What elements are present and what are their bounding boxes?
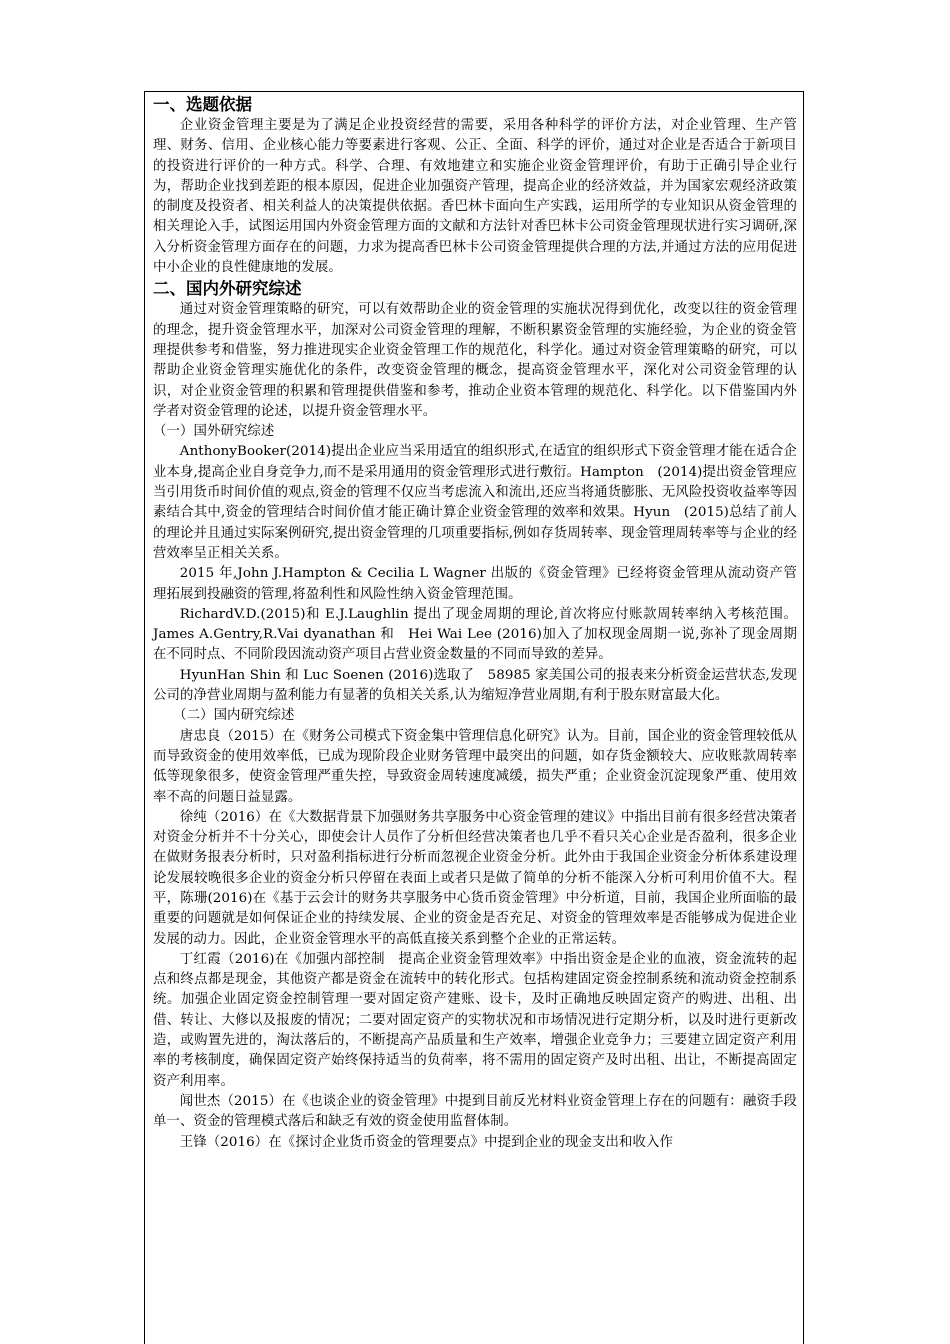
domestic-paragraph: 闻世杰（2015）在《也谈企业的资金管理》中提到目前反光材料业资金管理上存在的问题有：融资手段单一、资金的管理模式落后和缺乏有效的资金使用监督体制。 <box>153 1093 797 1130</box>
foreign-paragraph: RichardV.D.(2015)和 E.J.Laughlin 提出了现金周期的理论,首次将应付账款周转率纳入考核范围。James A.Gentry,R.Vai dyanathan 和 Hei Wai Lee (2016)加入了加权现金周期一说,弥补了现金周期在不同时点、不同阶段因流动资产项目占营业资金数量的不同而导致的差异。 <box>153 606 797 663</box>
section-heading-basis: 一、选题依据 <box>153 95 252 114</box>
document-table-cell <box>144 91 804 1344</box>
domestic-review-heading: （二）国内研究综述 <box>173 708 295 724</box>
domestic-paragraph: 唐忠良（2015）在《财务公司模式下资金集中管理信息化研究》认为。目前，国企业的资金管理较低从而导致资金的使用效率低，已成为现阶段企业财务管理中最突出的问题，如存货金额较大、应收账款周转率低等现象很多，使资金管理严重失控，导致资金周转速度减缓，损失严重；企业资金沉淀现象严重、使用效率不高的问题日益显露。 <box>153 728 797 805</box>
foreign-paragraph: 2015 年,John J.Hampton & Cecilia L Wagner 出版的《资金管理》已经将资金管理从流动资产管理拓展到投融资的管理,将盈利性和风险性纳入资金管理范围。 <box>153 566 797 602</box>
basis-paragraph: 企业资金管理主要是为了满足企业投资经营的需要，采用各种科学的评价方法，对企业管理、生产管理、财务、信用、企业核心能力等要素进行客观、公正、全面、科学的评价，通过对企业是否适合于新项目的投资进行评价的一种方式。科学、合理、有效地建立和实施企业资金管理评价，有助于正确引导企业行为，帮助企业找到差距的根本原因，促进企业加强资产管理，提高企业的经济效益，并为国家宏观经济政策的制度及投资者、相关利益人的决策提供依据。香巴林卡面向生产实践，运用所学的专业知识从资金管理的相关理论入手，试图运用国内外资金管理方面的文献和方法针对香巴林卡公司资金管理现状进行实习调研,深入分析资金管理方面存在的问题，力求为提高香巴林卡公司资金管理提供合理的方法,并通过方法的应用促进中小企业的良性健康地的发展。 <box>153 118 797 276</box>
domestic-paragraph: 王锋（2016）在《探讨企业货币资金的管理要点》中提到企业的现金支出和收入作 <box>179 1134 673 1150</box>
domestic-paragraph: 徐纯（2016）在《大数据背景下加强财务共享服务中心资金管理的建议》中指出目前有很多经营决策者对资金分析并不十分关心，即使会计人员作了分析但经营决策者也几乎不看只关心企业是否盈利，很多企业在做财务报表分析时，只对盈利指标进行分析而忽视企业资金分析。此外由于我国企业资金分析体系建设理论发展较晚很多企业的资金分析只停留在表面上或者只是做了简单的分析不能深入分析可利用价值不大。程平，陈珊(2016)在《基于云会计的财务共享服务中心货币资金管理》中分析道，目前，我国企业所面临的最重要的问题就是如何保证企业的持续发展、企业的资金是否充足、对资金的管理效率是否能够成为促进企业发展的动力。因此，企业资金管理水平的高低直接关系到整个企业的正常运转。 <box>153 809 797 947</box>
foreign-paragraph: AnthonyBooker(2014)提出企业应当采用适宜的组织形式,在适宜的组织形式下资金管理才能在适合企业本身,提高企业自身竞争力,而不是采用通用的资金管理形式进行敷衍。Hampton (2014)提出资金管理应当引用货币时间价值的观点,资金的管理不仅应当考虑流入和流出,还应当将通货膨胀、无风险投资收益率等因素结合其中,资金的管理结合时间价值才能正确计算企业资金管理的效率和效果。Hyun (2015)总结了前人的理论并且通过实际案例研究,提出资金管理的几项重要指标,例如存货周转率、现金管理周转率等与企业的经营效率呈正相关关系。 <box>153 444 797 561</box>
foreign-paragraph: HyunHan Shin 和 Luc Soenen (2016)选取了 58985 家美国公司的报表来分析资金运营状态,发现公司的净营业周期与盈利能力有显著的负相关关系,认为缩短净营业周期,有利于股东财富最大化。 <box>153 667 797 704</box>
review-intro-paragraph: 通过对资金管理策略的研究，可以有效帮助企业的资金管理的实施状况得到优化，改变以往的资金管理的理念，提升资金管理水平，加深对公司资金管理的理解，不断积累资金管理的实施经验，为企业的资金管理提供参考和借鉴，努力推进现实企业资金管理工作的规范化，科学化。通过对资金管理策略的研究，可以帮助企业资金管理实施优化的条件，改变资金管理的概念，提高资金管理水平，深化对公司资金管理的认识，对企业资金管理的积累和管理提供借鉴和参考，推动企业资本管理的规范化、科学化。以下借鉴国内外学者对资金管理的论述，以提升资金管理水平。 <box>153 302 797 419</box>
domestic-paragraph: 丁红霞（2016)在《加强内部控制 提高企业资金管理效率》中指出资金是企业的血液，资金流转的起点和终点都是现金，其他资产都是资金在流转中的转化形式。包括构建固定资金控制系统和流动资金控制系统。加强企业固定资金控制管理一要对固定资产建账、设卡，及时正确地反映固定资产的购进、出租、出借、转让、大修以及报废的情况；二要对固定资产的实物状况和市场情况进行定期分析，以及时进行更新改造，或购置先进的，淘汰落后的，不断提高产品质量和生产效率，增强企业竞争力；三要建立固定资产利用率的考核制度，确保固定资产始终保持适当的负荷率，将不需用的固定资产及时出租、出让，不断提高固定资产利用率。 <box>153 951 797 1089</box>
section-heading-review: 二、国内外研究综述 <box>153 279 302 299</box>
document-content <box>153 94 797 1153</box>
foreign-review-heading: （一）国外研究综述 <box>153 424 275 440</box>
